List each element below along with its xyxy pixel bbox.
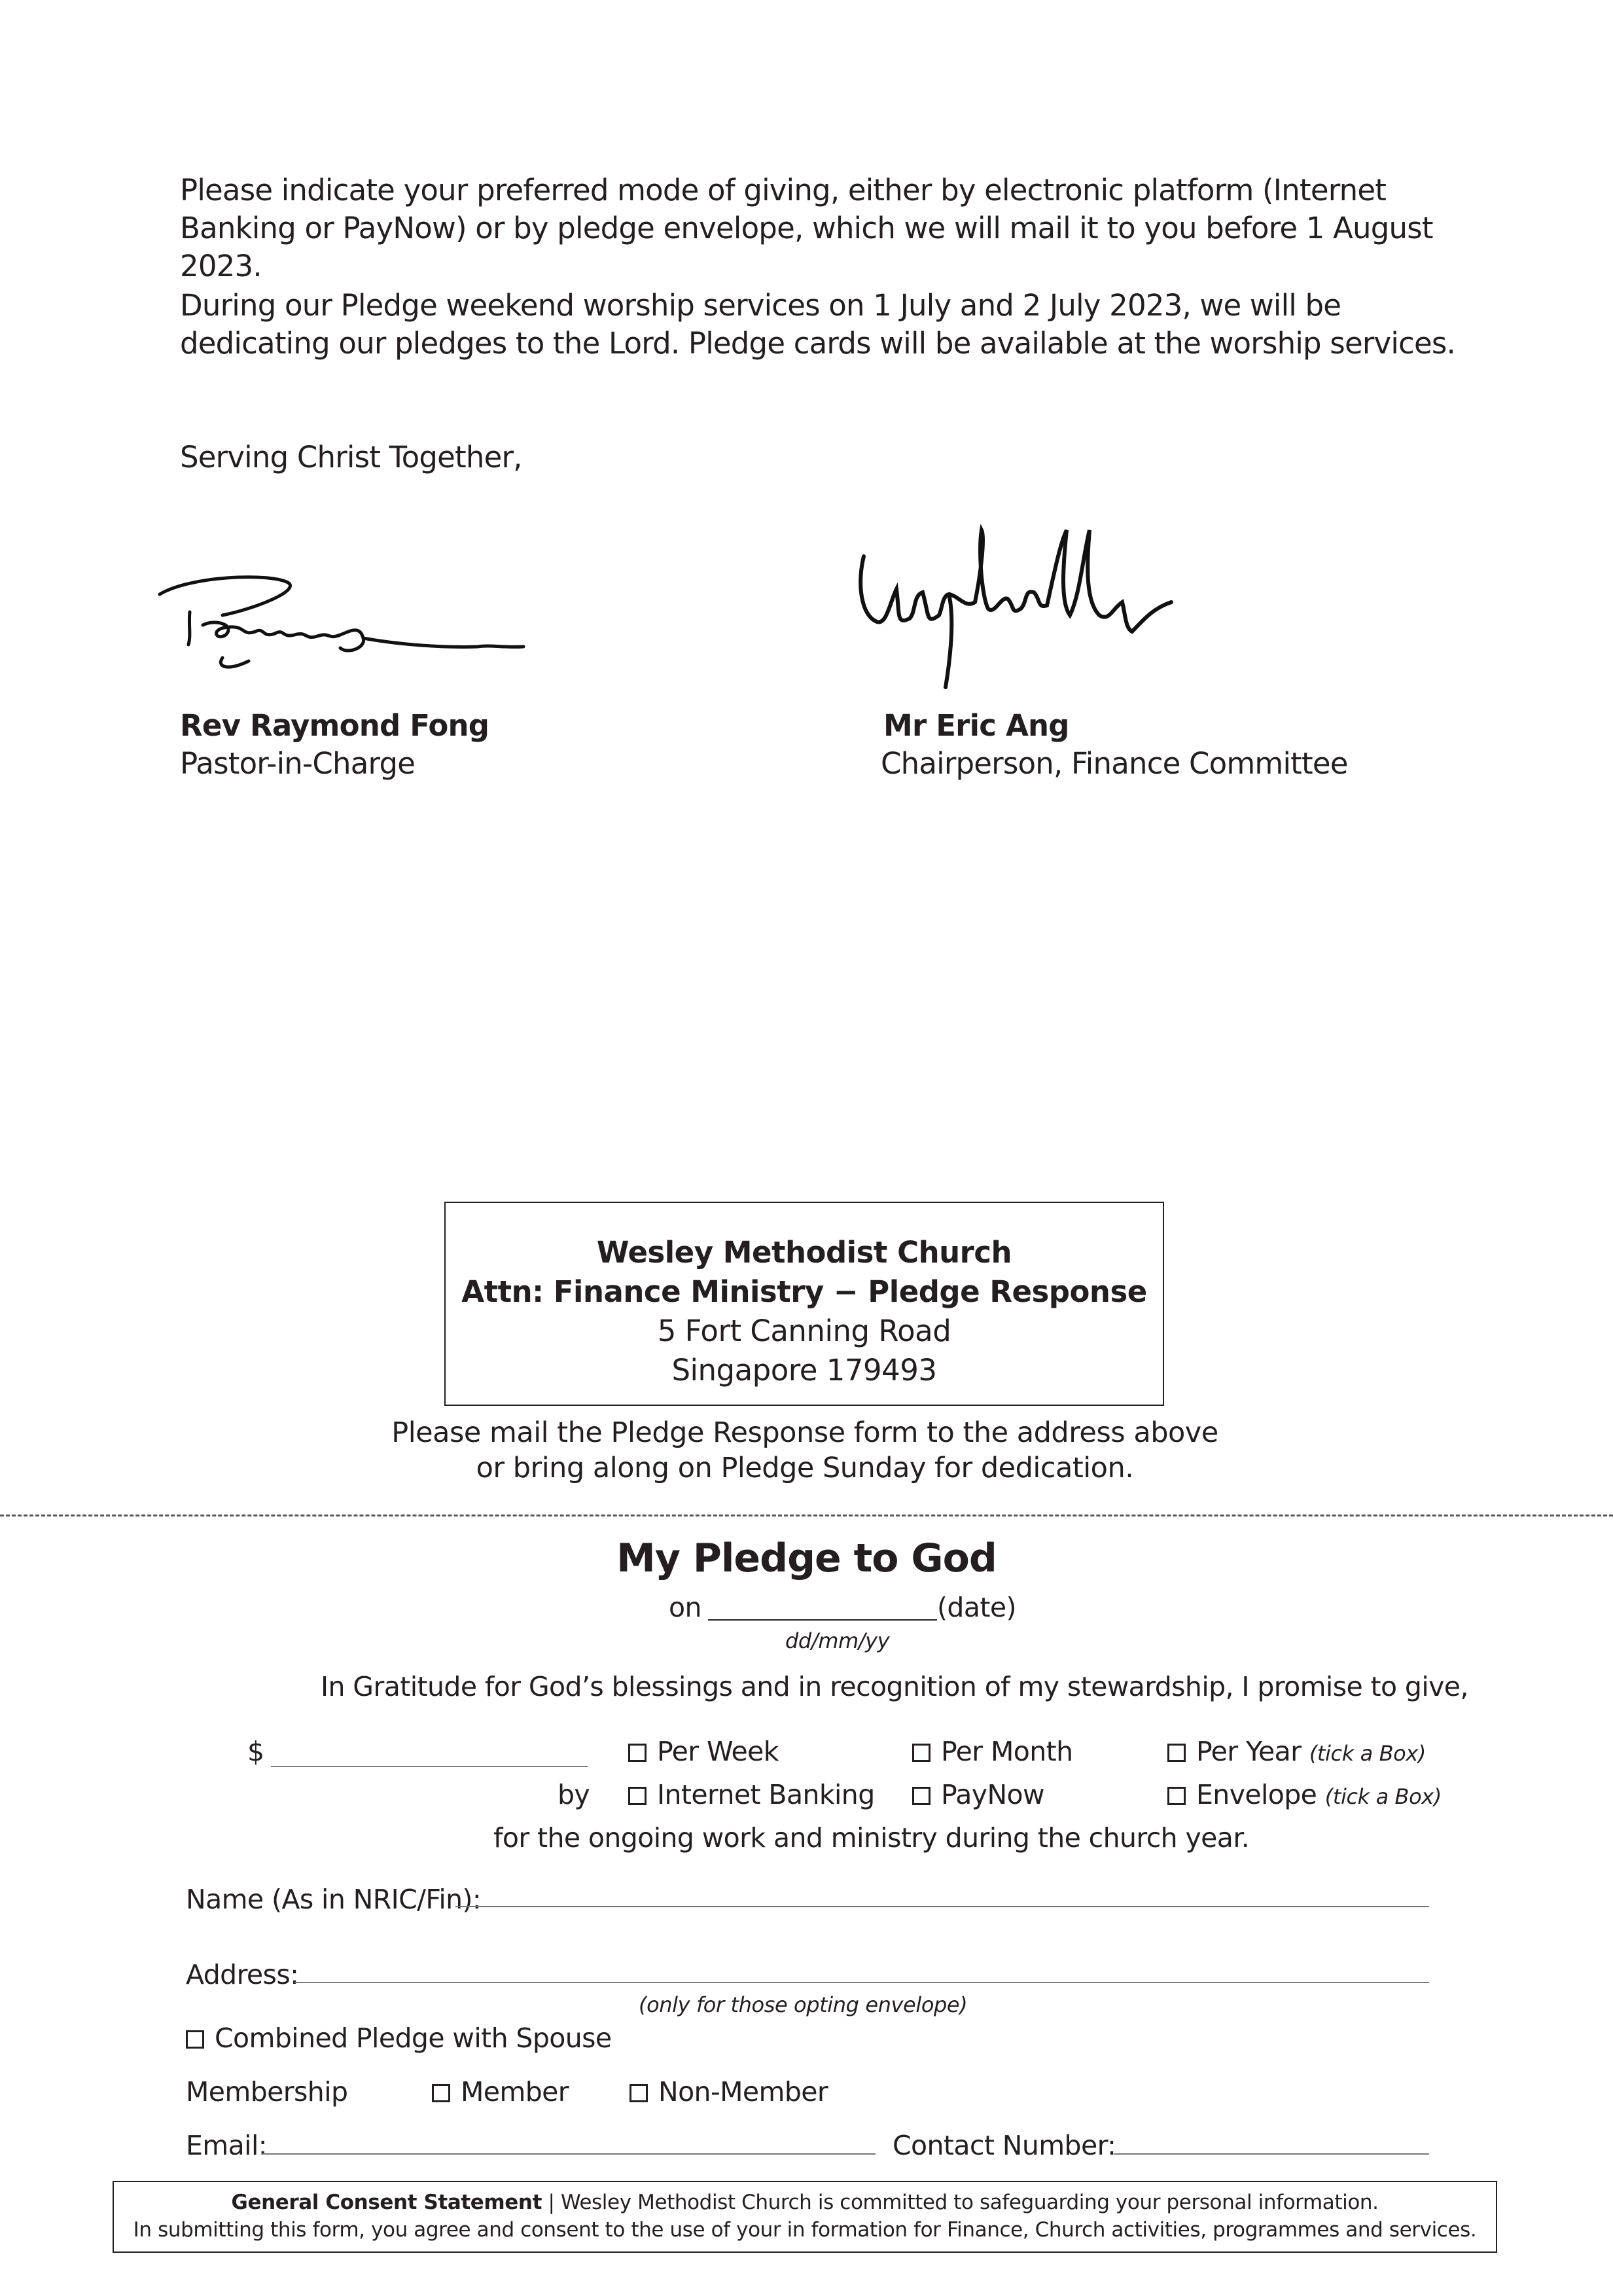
address-label: Address: bbox=[186, 1959, 299, 1990]
pledge-date-field[interactable] bbox=[708, 1619, 937, 1621]
checkbox-icon bbox=[1167, 1787, 1186, 1805]
checkbox-icon bbox=[186, 2030, 204, 2049]
tick-note-method: (tick a Box) bbox=[1324, 1784, 1442, 1809]
signatory-name-1: Rev Raymond Fong bbox=[180, 708, 489, 743]
consent-line-1 bbox=[114, 2189, 1496, 2216]
address-line-1: Wesley Methodist Church bbox=[596, 1235, 1012, 1270]
amount-field[interactable] bbox=[271, 1766, 588, 1767]
tick-note-frequency: (tick a Box) bbox=[1309, 1741, 1426, 1766]
membership-label: Membership bbox=[186, 2076, 348, 2108]
email-field[interactable] bbox=[262, 2153, 876, 2155]
address-note: (only for those opting envelope) bbox=[639, 1992, 968, 2017]
date-label: (date) bbox=[937, 1592, 1016, 1623]
consent-text-2: In submitting this form, you agree and consent to the use of your in formation for Finance, Church activities, programmes and services. bbox=[133, 2218, 1477, 2242]
address-line-3: 5 Fort Canning Road bbox=[657, 1314, 951, 1348]
address-field[interactable] bbox=[294, 1982, 1429, 1983]
currency-symbol: $ bbox=[247, 1736, 264, 1767]
mail-note-line-1: Please mail the Pledge Response form to the address above bbox=[391, 1416, 1218, 1449]
signatory-title-1: Pastor-in-Charge bbox=[180, 746, 416, 781]
checkbox-icon bbox=[912, 1787, 931, 1805]
option-envelope[interactable]: Envelope (tick a Box) bbox=[1167, 1779, 1442, 1810]
checkbox-icon bbox=[432, 2084, 450, 2102]
cut-line bbox=[0, 1515, 1613, 1516]
option-member[interactable]: Member bbox=[432, 2076, 569, 2108]
consent-title: General Consent Statement bbox=[231, 2191, 542, 2214]
checkbox-icon bbox=[628, 1744, 647, 1762]
address-line-4: Singapore 179493 bbox=[671, 1353, 937, 1388]
letter-paragraph-1: Please indicate your preferred mode of giving, either by electronic platform (Internet Banking or PayNow) or by pledge envelope, which we will mail it to you before 1 August 2023. bbox=[180, 173, 1433, 283]
signature-raymond-fong bbox=[151, 563, 543, 694]
address-line-2: Attn: Finance Ministry − Pledge Response bbox=[461, 1274, 1147, 1309]
checkbox-icon bbox=[628, 1787, 647, 1805]
consent-separator: | bbox=[542, 2191, 561, 2214]
option-per-month[interactable]: Per Month bbox=[912, 1736, 1072, 1767]
option-per-year[interactable]: Per Year (tick a Box) bbox=[1167, 1736, 1426, 1767]
name-field[interactable] bbox=[455, 1906, 1429, 1907]
checkbox-icon bbox=[912, 1744, 931, 1762]
consent-text-1: Wesley Methodist Church is committed to safeguarding your personal information. bbox=[560, 2191, 1379, 2214]
pledge-purpose: for the ongoing work and ministry during the church year. bbox=[493, 1822, 1250, 1854]
mail-note-line-2: or bring along on Pledge Sunday for dedication. bbox=[476, 1452, 1134, 1484]
signature-eric-ang bbox=[851, 517, 1230, 713]
mail-instructions bbox=[366, 1415, 1243, 1486]
checkbox-icon bbox=[1167, 1744, 1186, 1762]
mailing-address-box bbox=[444, 1202, 1164, 1406]
on-label: on bbox=[669, 1592, 701, 1623]
name-label: Name (As in NRIC/Fin): bbox=[186, 1884, 482, 1915]
combined-pledge-option[interactable]: Combined Pledge with Spouse bbox=[186, 2022, 612, 2054]
form-title: My Pledge to God bbox=[616, 1535, 997, 1581]
option-paynow[interactable]: PayNow bbox=[912, 1779, 1044, 1810]
option-per-week[interactable]: Per Week bbox=[628, 1736, 779, 1767]
option-internet-banking[interactable]: Internet Banking bbox=[628, 1779, 875, 1810]
option-non-member[interactable]: Non-Member bbox=[629, 2076, 828, 2108]
signatory-title-2: Chairperson, Finance Committee bbox=[881, 746, 1348, 781]
consent-statement bbox=[113, 2181, 1497, 2253]
email-label: Email: bbox=[186, 2130, 267, 2161]
date-format-hint: dd/mm/yy bbox=[785, 1628, 890, 1653]
contact-label: Contact Number: bbox=[893, 2130, 1116, 2161]
promise-statement: In Gratitude for God’s blessings and in recognition of my stewardship, I promise to give, bbox=[321, 1671, 1468, 1702]
letter-closing: Serving Christ Together, bbox=[180, 440, 522, 475]
letter-paragraph-2: During our Pledge weekend worship services on 1 July and 2 July 2023, we will be dedicating our pledges to the Lord. Pledge cards will be available at the worship services. bbox=[180, 288, 1456, 361]
checkbox-icon bbox=[629, 2084, 648, 2102]
signatory-name-2: Mr Eric Ang bbox=[883, 708, 1069, 743]
by-label: by bbox=[558, 1779, 590, 1810]
contact-number-field[interactable] bbox=[1114, 2153, 1429, 2155]
